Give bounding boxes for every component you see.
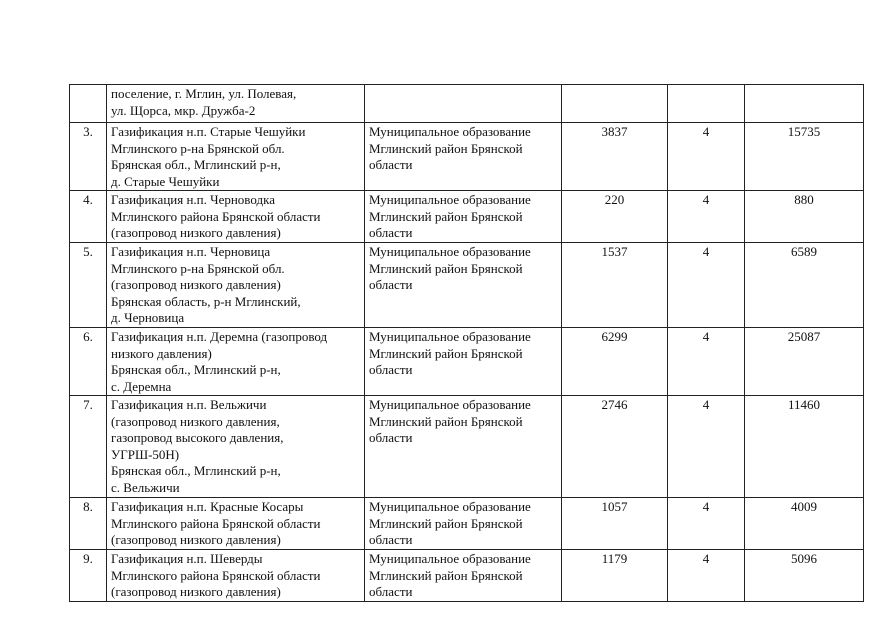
owner-cell xyxy=(365,396,562,498)
object-name-line: Мглинского района Брянской области xyxy=(111,567,321,583)
object-name-line: Газификация н.п. Черноводка xyxy=(111,192,275,207)
owner-line: Муниципальное образование xyxy=(369,329,531,344)
cost-cell: 5096 xyxy=(745,550,864,602)
owner-line: области xyxy=(369,277,413,292)
object-name-cell xyxy=(107,396,365,498)
row-number: 5. xyxy=(70,243,107,328)
object-name-cell xyxy=(107,85,365,123)
object-name-line: низкого давления) xyxy=(111,345,212,361)
category-cell: 4 xyxy=(668,191,745,243)
object-name-line: Газификация н.п. Красные Косары xyxy=(111,499,304,514)
category-cell: 4 xyxy=(668,123,745,191)
object-name-line: д. Старые Чешуйки xyxy=(111,173,220,189)
category-cell: 4 xyxy=(668,243,745,328)
length-cell: 2746 xyxy=(562,396,668,498)
object-name-line: с. Вельжичи xyxy=(111,479,180,495)
length-cell: 6299 xyxy=(562,328,668,396)
object-name-line: газопровод высокого давления, xyxy=(111,430,284,445)
object-name-line: УГРШ-50Н) xyxy=(111,446,180,462)
object-name-line: Брянская обл., Мглинский р-н, xyxy=(111,362,281,377)
object-name-line: (газопровод низкого давления) xyxy=(111,532,281,547)
owner-line: Муниципальное образование xyxy=(369,192,531,207)
row-number: 7. xyxy=(70,396,107,498)
length-cell: 1057 xyxy=(562,498,668,550)
object-name-line: Мглинского района Брянской области xyxy=(111,515,321,531)
gasification-table xyxy=(69,84,864,602)
owner-line: Мглинский район Брянской xyxy=(369,260,523,276)
owner-cell xyxy=(365,550,562,602)
length-cell xyxy=(562,85,668,123)
object-name-line: ул. Щорса, мкр. Дружба-2 xyxy=(111,102,256,118)
object-name-cell xyxy=(107,550,365,602)
row-number: 4. xyxy=(70,191,107,243)
object-name-line: (газопровод низкого давления) xyxy=(111,225,281,240)
table-row xyxy=(70,328,864,396)
length-cell: 1179 xyxy=(562,550,668,602)
length-cell: 3837 xyxy=(562,123,668,191)
owner-line: области xyxy=(369,157,413,172)
object-name-line: (газопровод низкого давления) xyxy=(111,277,281,292)
owner-line: Мглинский район Брянской xyxy=(369,567,523,583)
owner-line: Мглинский район Брянской xyxy=(369,413,523,429)
table-row xyxy=(70,550,864,602)
length-cell: 1537 xyxy=(562,243,668,328)
table-row xyxy=(70,243,864,328)
cost-cell xyxy=(745,85,864,123)
object-name-line: Брянская область, р-н Мглинский, xyxy=(111,293,301,309)
owner-line: Мглинский район Брянской xyxy=(369,515,523,531)
object-name-cell xyxy=(107,328,365,396)
object-name-line: (газопровод низкого давления, xyxy=(111,413,280,429)
table-row xyxy=(70,123,864,191)
owner-line: области xyxy=(369,584,413,599)
object-name-line: Газификация н.п. Старые Чешуйки xyxy=(111,124,306,139)
object-name-line: Газификация н.п. Вельжичи xyxy=(111,397,267,412)
object-name-cell xyxy=(107,123,365,191)
cost-cell: 6589 xyxy=(745,243,864,328)
owner-line: Мглинский район Брянской xyxy=(369,345,523,361)
object-name-line: д. Черновица xyxy=(111,310,185,325)
object-name-line: Брянская обл., Мглинский р-н, xyxy=(111,157,281,172)
object-name-line: Газификация н.п. Черновица xyxy=(111,244,271,259)
object-name-line: Мглинского района Брянской области xyxy=(111,208,321,224)
owner-line: области xyxy=(369,430,413,445)
owner-line: Муниципальное образование xyxy=(369,551,531,566)
owner-line: области xyxy=(369,532,413,547)
category-cell: 4 xyxy=(668,396,745,498)
table-body xyxy=(70,85,864,602)
category-cell xyxy=(668,85,745,123)
object-name-line: Газификация н.п. Деремна (газопровод xyxy=(111,329,328,344)
category-cell: 4 xyxy=(668,550,745,602)
row-number: 8. xyxy=(70,498,107,550)
owner-cell xyxy=(365,191,562,243)
row-number: 6. xyxy=(70,328,107,396)
object-name-line: поселение, г. Мглин, ул. Полевая, xyxy=(111,86,297,101)
category-cell: 4 xyxy=(668,498,745,550)
owner-line: Муниципальное образование xyxy=(369,124,531,139)
cost-cell: 4009 xyxy=(745,498,864,550)
owner-cell xyxy=(365,123,562,191)
object-name-cell xyxy=(107,191,365,243)
owner-line: Муниципальное образование xyxy=(369,244,531,259)
length-cell: 220 xyxy=(562,191,668,243)
owner-cell xyxy=(365,498,562,550)
owner-cell xyxy=(365,85,562,123)
table-row xyxy=(70,191,864,243)
cost-cell: 880 xyxy=(745,191,864,243)
table-row xyxy=(70,85,864,123)
owner-line: области xyxy=(369,362,413,377)
owner-line: Мглинский район Брянской xyxy=(369,208,523,224)
owner-line: Мглинский район Брянской xyxy=(369,140,523,156)
object-name-line: Мглинского р-на Брянской обл. xyxy=(111,260,285,276)
owner-cell xyxy=(365,328,562,396)
owner-line: области xyxy=(369,225,413,240)
row-number: 3. xyxy=(70,123,107,191)
category-cell: 4 xyxy=(668,328,745,396)
object-name-line: Газификация н.п. Шеверды xyxy=(111,551,263,566)
object-name-cell xyxy=(107,243,365,328)
owner-line: Муниципальное образование xyxy=(369,499,531,514)
object-name-line: Мглинского р-на Брянской обл. xyxy=(111,140,285,156)
cost-cell: 15735 xyxy=(745,123,864,191)
table-row xyxy=(70,498,864,550)
row-number xyxy=(70,85,107,123)
table-row xyxy=(70,396,864,498)
owner-line: Муниципальное образование xyxy=(369,397,531,412)
cost-cell: 25087 xyxy=(745,328,864,396)
object-name-line: Брянская обл., Мглинский р-н, xyxy=(111,463,281,478)
owner-cell xyxy=(365,243,562,328)
object-name-cell xyxy=(107,498,365,550)
object-name-line: с. Деремна xyxy=(111,378,172,394)
cost-cell: 11460 xyxy=(745,396,864,498)
object-name-line: (газопровод низкого давления) xyxy=(111,584,281,599)
row-number: 9. xyxy=(70,550,107,602)
